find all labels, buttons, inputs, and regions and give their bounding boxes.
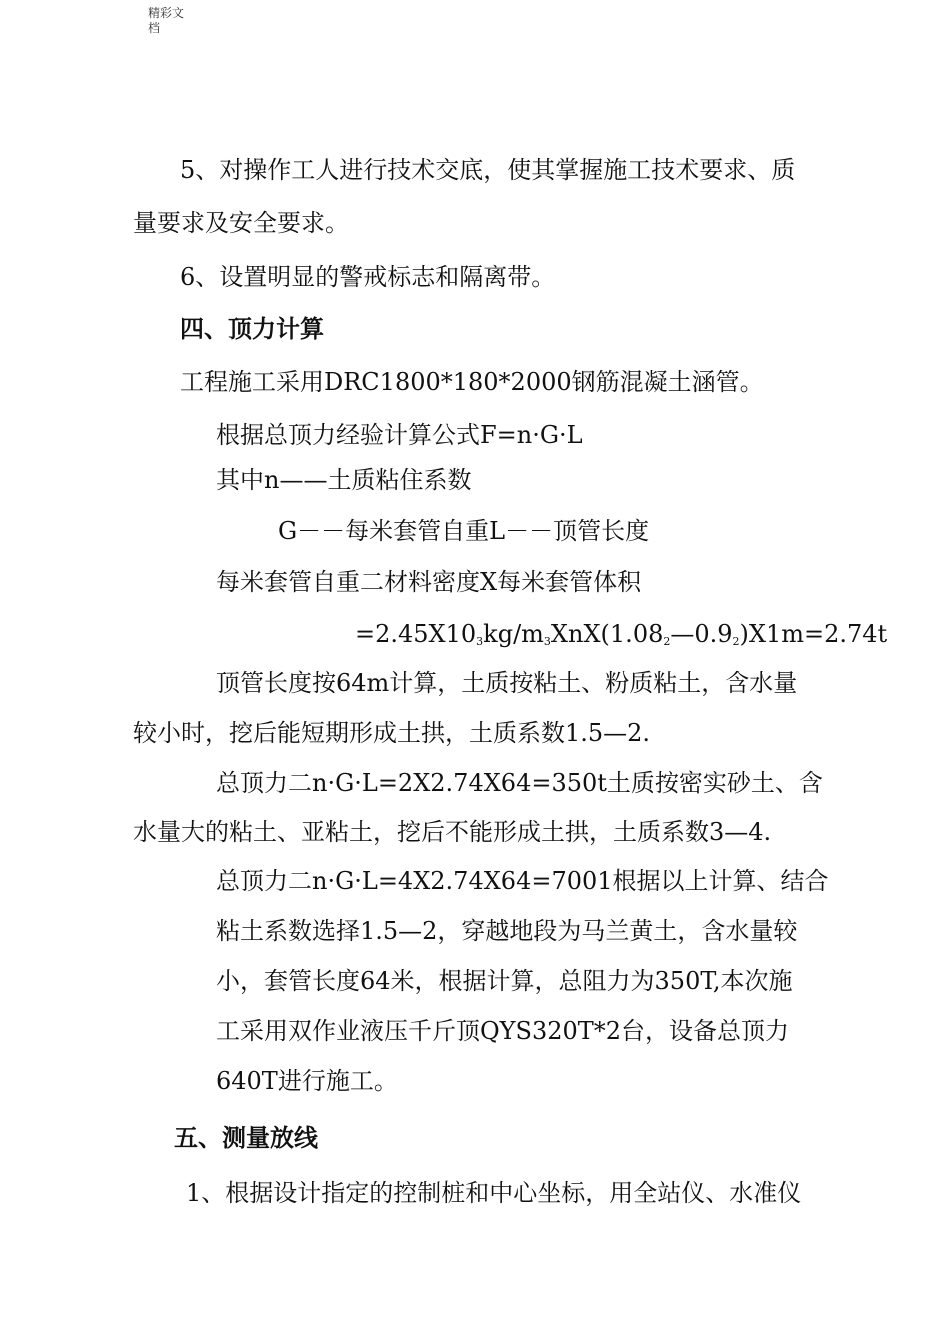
paragraph-line: 每米套管自重二材料密度X每米套管体积 bbox=[216, 568, 642, 596]
paragraph-line: 640T进行施工。 bbox=[216, 1067, 398, 1095]
paragraph-line: 总顶力二n·G·L=4X2.74X64=7001根据以上计算、结合 bbox=[216, 867, 829, 895]
paragraph-line: 较小时，挖后能短期形成土拱，土质系数1.5—2. bbox=[133, 719, 651, 747]
formula-line: $=2.45X10_3kg/m_3XnX(1.08_2—0.9_2)X1m=2.74t$ bbox=[355, 620, 888, 648]
paragraph-line: 其中n——土质粘住系数 bbox=[216, 466, 472, 494]
watermark-line-2: 档 bbox=[148, 21, 161, 35]
paragraph-line: 5、对操作工人进行技术交底，使其掌握施工技术要求、质 bbox=[180, 156, 796, 184]
paragraph-line: 总顶力二n·G·L=2X2.74X64=350t土质按密实砂土、含 bbox=[216, 769, 823, 797]
paragraph-line: 根据总顶力经验计算公式F=n·G·L bbox=[216, 421, 583, 449]
paragraph-line: 工采用双作业液压千斤顶QYS320T*2台，设备总顶力 bbox=[216, 1017, 790, 1045]
paragraph-line: 工程施工采用DRC1800*180*2000钢筋混凝土涵管。 bbox=[180, 368, 764, 396]
section-heading: 五、测量放线 bbox=[174, 1123, 318, 1152]
paragraph-line: 6、设置明显的警戒标志和隔离带。 bbox=[180, 263, 556, 291]
paragraph-line: 1、根据设计指定的控制桩和中心坐标，用全站仪、水准仪 bbox=[186, 1179, 802, 1207]
paragraph-line: 水量大的粘土、亚粘土，挖后不能形成土拱，土质系数3—4. bbox=[133, 818, 772, 846]
paragraph-line: 顶管长度按64m计算，土质按粘土、粉质粘土，含水量 bbox=[216, 669, 798, 697]
paragraph-line: G－－每米套管自重L－－顶管长度 bbox=[278, 517, 650, 545]
paragraph-line: 量要求及安全要求。 bbox=[133, 209, 349, 237]
watermark-line-1: 精彩文 bbox=[148, 6, 185, 20]
section-heading: 四、顶力计算 bbox=[180, 314, 324, 343]
paragraph-line: 小，套管长度64米，根据计算，总阻力为350T,本次施 bbox=[216, 967, 793, 995]
paragraph-line: 粘土系数选择1.5—2，穿越地段为马兰黄土，含水量较 bbox=[216, 917, 798, 945]
page-header-watermark bbox=[148, 6, 208, 36]
